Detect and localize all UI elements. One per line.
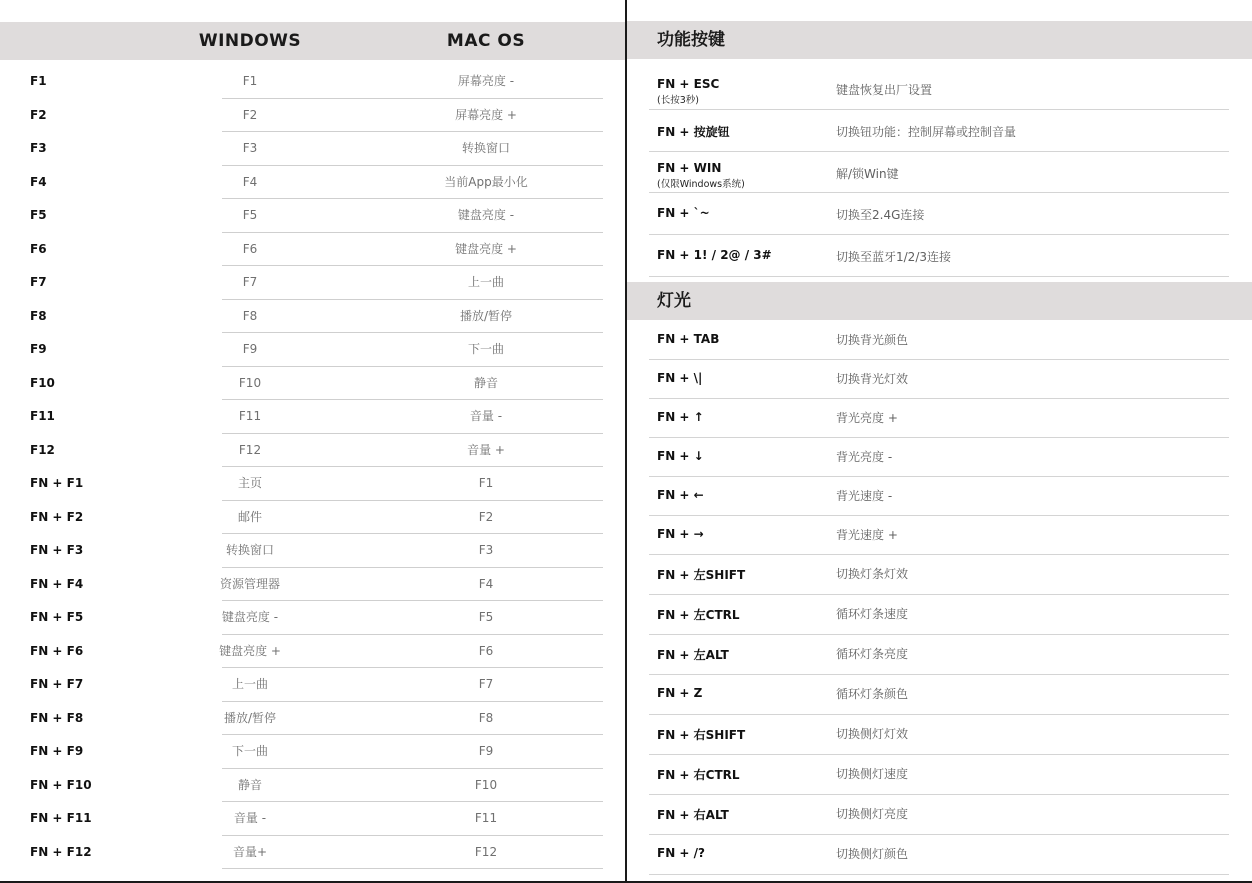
windows-function: F7: [242, 275, 258, 289]
shortcut-key: FN + TAB: [657, 331, 720, 346]
mac-function: F3: [478, 543, 494, 557]
shortcut-description: 循环灯条速度: [836, 607, 909, 621]
key-label: F10: [30, 375, 55, 390]
table-row: [0, 266, 603, 300]
shortcut-key: FN + 右CTRL: [657, 768, 740, 782]
key-label: F8: [30, 308, 47, 323]
list-item: [627, 235, 1229, 277]
shortcut-key: FN + 右ALT: [657, 808, 729, 822]
mac-function: 下一曲: [467, 342, 504, 356]
mac-function: F9: [478, 744, 494, 758]
table-row: [0, 300, 603, 334]
table-row: [0, 333, 603, 367]
key-label: F4: [30, 174, 47, 189]
table-row: [0, 400, 603, 434]
keymap-header: [0, 22, 625, 60]
windows-function: F3: [242, 141, 258, 155]
shortcut-description: 切换侧灯亮度: [836, 807, 909, 821]
key-label: F2: [30, 107, 47, 122]
windows-function: F9: [242, 342, 258, 356]
mac-function: 上一曲: [467, 275, 504, 289]
mac-function: 键盘亮度 +: [455, 241, 517, 256]
table-row: [0, 769, 603, 803]
shortcut-key: FN + 左SHIFT: [657, 568, 746, 582]
key-label: F11: [30, 409, 55, 423]
shortcut-key: FN + Z: [657, 686, 703, 700]
list-item: [627, 755, 1229, 795]
mac-function: 键盘亮度 -: [457, 208, 515, 222]
key-label: FN + F11: [30, 811, 92, 825]
windows-function: 主页: [237, 476, 262, 490]
windows-function: 转换窗口: [225, 543, 274, 557]
windows-function: F6: [242, 241, 258, 256]
list-item: [627, 110, 1229, 152]
table-row: [0, 233, 603, 267]
mac-function: 当前App最小化: [444, 174, 528, 189]
windows-function: 资源管理器: [219, 576, 280, 591]
shortcut-key: FN + ↑: [657, 409, 704, 424]
function-keys-title: 功能按键: [657, 30, 725, 50]
shortcut-description: 循环灯条亮度: [836, 647, 909, 661]
key-label: FN + F3: [30, 543, 84, 557]
key-label: F3: [30, 141, 47, 155]
windows-function: 下一曲: [231, 744, 268, 758]
list-item: [627, 835, 1229, 875]
key-label: FN + F8: [30, 710, 84, 725]
shortcut-description: 键盘恢复出厂设置: [836, 83, 933, 97]
key-label: FN + F5: [30, 610, 84, 624]
table-row: [0, 467, 603, 501]
key-label: F12: [30, 442, 55, 457]
key-label: FN + F2: [30, 509, 84, 524]
key-label: F9: [30, 342, 47, 356]
table-row: [0, 668, 603, 702]
list-item: [627, 555, 1229, 595]
table-row: [0, 166, 603, 200]
windows-function: 邮件: [237, 509, 262, 524]
shortcut-description: 切换钮功能：控制屏幕或控制音量: [836, 125, 1017, 139]
shortcut-description: 背光速度 -: [836, 488, 893, 503]
key-label: FN + F4: [30, 576, 84, 591]
list-item: [627, 715, 1229, 755]
shortcut-note: (仅限Windows系统): [657, 179, 745, 190]
list-item: [627, 477, 1229, 516]
mac-function: F12: [474, 844, 498, 859]
shortcut-description: 切换背光颜色: [836, 332, 909, 347]
table-row: [0, 802, 603, 836]
shortcut-description: 切换至蓝牙1/2/3连接: [836, 250, 951, 264]
mac-function: 屏幕亮度 +: [455, 107, 517, 122]
windows-function: 音量 -: [233, 811, 267, 825]
windows-function: 键盘亮度 +: [219, 643, 281, 658]
mac-function: 静音: [473, 375, 498, 390]
function-keys-header: [627, 21, 1252, 59]
list-item: [627, 516, 1229, 555]
list-item: [627, 68, 1229, 110]
table-row: [0, 99, 603, 133]
key-label: FN + F1: [30, 476, 84, 490]
shortcut-note: (长按3秒): [657, 95, 699, 106]
windows-function: F5: [242, 208, 258, 222]
windows-function: 键盘亮度 -: [221, 610, 279, 624]
key-label: F6: [30, 241, 47, 256]
windows-function: 上一曲: [231, 677, 268, 691]
mac-function: F4: [478, 576, 494, 591]
shortcut-description: 背光亮度 +: [836, 410, 898, 425]
mac-function: 屏幕亮度 -: [457, 74, 515, 88]
mac-function: F7: [478, 677, 494, 691]
shortcut-description: 切换侧灯颜色: [836, 847, 909, 861]
table-row: [0, 199, 603, 233]
windows-function: F11: [238, 409, 262, 423]
shortcut-description: 切换侧灯速度: [836, 767, 909, 781]
shortcut-panel: [627, 0, 1252, 883]
shortcut-key: FN + →: [657, 526, 704, 541]
table-row: [0, 702, 603, 736]
mac-function: 音量 -: [469, 409, 503, 423]
list-item: [627, 152, 1229, 193]
mac-function: 转换窗口: [461, 141, 510, 155]
table-row: [0, 534, 603, 568]
shortcut-key: FN + 左CTRL: [657, 608, 740, 622]
windows-column-header: WINDOWS: [198, 31, 302, 51]
table-row: [0, 434, 603, 468]
list-item: [627, 438, 1229, 477]
shortcut-key: FN + \|: [657, 370, 703, 385]
list-item: [627, 595, 1229, 635]
shortcut-key: FN + ←: [657, 487, 704, 502]
list-item: [627, 321, 1229, 360]
shortcut-description: 解/锁Win键: [836, 166, 899, 181]
windows-function: F10: [238, 375, 262, 390]
key-label: F5: [30, 208, 47, 222]
table-row: [0, 635, 603, 669]
shortcut-key: FN + 右SHIFT: [657, 728, 746, 742]
table-row: [0, 501, 603, 535]
shortcut-description: 背光亮度 -: [836, 449, 893, 464]
shortcut-key: FN + ESC: [657, 77, 720, 91]
shortcut-key: FN + 左ALT: [657, 648, 729, 662]
shortcut-key: FN + 1! / 2@ / 3#: [657, 248, 772, 262]
key-label: FN + F9: [30, 744, 84, 758]
shortcut-description: 循环灯条颜色: [836, 687, 909, 701]
windows-function: 音量+: [232, 844, 268, 859]
mac-function: F2: [478, 509, 494, 524]
table-row: [0, 601, 603, 635]
table-row: [0, 836, 603, 870]
keymap-panel: [0, 0, 625, 883]
key-label: FN + F6: [30, 643, 84, 658]
shortcut-description: 切换背光灯效: [836, 371, 909, 386]
table-row: [0, 367, 603, 401]
shortcut-description: 切换至2.4G连接: [836, 208, 925, 222]
shortcut-key: FN + 按旋钮: [657, 125, 730, 139]
shortcut-description: 切换灯条灯效: [836, 567, 909, 581]
shortcut-key: FN + `~: [657, 206, 710, 220]
windows-function: 播放/暂停: [223, 710, 277, 725]
mac-function: F10: [474, 777, 498, 792]
key-label: FN + F10: [30, 777, 92, 792]
key-label: F1: [30, 74, 47, 88]
windows-function: F4: [242, 174, 258, 189]
table-row: [0, 65, 603, 99]
shortcut-key: FN + WIN: [657, 161, 722, 175]
lighting-title: 灯光: [657, 291, 691, 311]
shortcut-key: FN + ↓: [657, 448, 704, 463]
key-label: FN + F12: [30, 844, 92, 859]
table-row: [0, 735, 603, 769]
table-row: [0, 132, 603, 166]
windows-function: F8: [242, 308, 258, 323]
list-item: [627, 635, 1229, 675]
mac-function: 播放/暂停: [459, 308, 513, 323]
macos-column-header: MAC OS: [446, 31, 526, 51]
mac-function: F6: [478, 643, 494, 658]
shortcut-key: FN + /?: [657, 846, 705, 860]
list-item: [627, 399, 1229, 438]
windows-function: F2: [242, 107, 258, 122]
windows-function: 静音: [237, 777, 262, 792]
mac-function: 音量 +: [467, 442, 505, 457]
list-item: [627, 360, 1229, 399]
mac-function: F1: [478, 476, 494, 490]
table-row: [0, 568, 603, 602]
key-label: FN + F7: [30, 677, 84, 691]
shortcut-description: 背光速度 +: [836, 527, 898, 542]
list-item: [627, 675, 1229, 715]
shortcut-description: 切换侧灯灯效: [836, 727, 909, 741]
key-label: F7: [30, 275, 47, 289]
mac-function: F5: [478, 610, 494, 624]
windows-function: F1: [242, 74, 258, 88]
lighting-header: [627, 282, 1252, 320]
mac-function: F11: [474, 811, 498, 825]
list-item: [627, 193, 1229, 235]
windows-function: F12: [238, 442, 262, 457]
mac-function: F8: [478, 710, 494, 725]
list-item: [627, 795, 1229, 835]
